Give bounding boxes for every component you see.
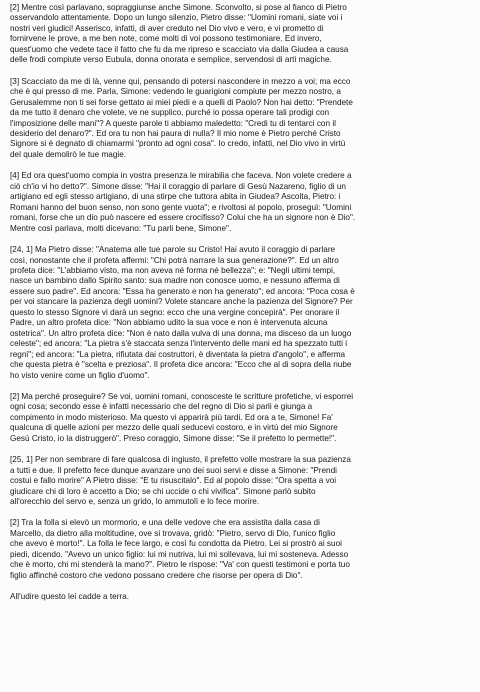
paragraph-gap [10, 581, 476, 592]
paragraph-24-1-prophecies: [24, 1] Ma Pietro disse: "Anatema alle tue parole su Cristo! Hai avuto il coraggio di parlare così, nonostante che il profeta affermi: "Chi potrà narrare la sua generazione?". Ed un altro profeta dice: "L'abbiamo visto, ma non aveva né forma né bellezza"; e: "Negli ultimi tempi, nasce un bambino dallo Spirito santo: sua madre non conosce uomo, e nessuno afferma di essere suo padre". Ed ancora: "Essa ha generato e non ha generato"; ed ancora: "Poca cosa è per voi stancare la pazienza degli uomini? Volete stancare anche la pazienza del Signore? Per questo lo stesso Signore vi darà un segno: ecco che una vergine concepirà". Per onorare il Padre, un altro profeta dice: "Non abbiamo udito la sua voce e non è intervenuta alcuna ostetrica". Un altro profeta dice: "Non è nato dalla vulva di una donna, ma disceso da un luogo celeste"; ed ancora: "La pietra s'è staccata senza l'intervento delle mani ed ha spezzato tutti i regni"; ed ancora: "La pietra, rifiutata dai costruttori, è diventata la pietra d'angolo", e afferma che questa pietra è "scelta e preziosa". Il profeta dice ancora: "Ecco che al di sopra della nube ho visto venire come un figlio d'uomo". [10, 245, 355, 380]
paragraph-2-simone-arrives: [2] Mentre così parlavano, sopraggiunse anche Simone. Sconvolto, si pose al fianco di Pietro osservandolo attentamente. Dopo un lungo silenzio, Pietro disse: "Uomini romani, siate voi i nostri veri giudici! Asserisco, infatti, di aver creduto nel Dio vivo e vero, e vi prometto di fornirvene le prove, a me ben note, come molti di voi possono testimoniare. Ed invero, quest'uomo che vedete tace il fatto che fu da me ripreso e scacciato via dalla Giudea a causa delle frodi compiute verso Eubula, donna onorata e semplice, servendosi di arti magiche. [10, 3, 349, 65]
paragraph-gap [10, 234, 476, 245]
paragraph-gap [10, 381, 476, 392]
paragraph-24-2-challenge: [2] Ma perché proseguire? Se voi, uomini romani, conosceste le scritture profetiche, vi esporrei ogni cosa; secondo esse è infatti necessario che del regno di Dio si parli e giunga a compimento in modo misterioso. Ma questo vi apparirà più tardi. Ed ora a te, Simone! Fa' qualcuna di quelle azioni per mezzo delle quali seducevi costoro, e in virtù del mio Signore Gesù Cristo, io la distruggerò". Preso coraggio, Simone disse: "Se il prefetto lo permette!". [10, 391, 354, 443]
paragraph-25-1-prefect: [25, 1] Per non sembrare di fare qualcosa di ingiusto, il prefetto volle mostrare la sua pazienza a tutti e due. Il prefetto fece dunque avanzare uno dei suoi servi e disse a Simone: "Prendi costui e fallo morire" A Pietro disse: "E tu risuscitalo". Ed al popolo disse: "Ora spetta a voi giudicare chi di loro è accetto a Dio; se chi uccide o chi vivifica". Simone parlò subito all'orecchio del servo e, senza un grido, lo ammutolì e lo fece morire. [10, 455, 351, 507]
paragraph-25-2-widow: [2] Tra la folla si elevò un mormorio, e una delle vedove che era assistita dalla casa di Marcello, da dietro alla moltitudine, ove si trovava, gridò: "Pietro, servo di Dio, l'unico figlio che avevo è morto!". La folla le fece largo, e così fu condotta da Pietro. Lei si prostrò ai suoi piedi, dicendo. "Avevo un unico figlio: lui mi nutriva, lui mi sollevava, lui mi sosteneva. Adesso che è morto, chi mi stenderà la mano?". Pietro le rispose: "Va' con questi testimoni e porta tuo figlio affinché costoro che vedono possano credere che risorse per opera di Dio". [10, 518, 350, 580]
paragraph-gap [10, 66, 476, 77]
paragraph-3-peter-accuses: [3] Scacciato da me di là, venne qui, pensando di potersi nascondere in mezzo a voi; ma ecco che è qui presso di me. Parla, Simone: vedendo le guarigioni compiute per mezzo nostro, a Gerusalemme non ti sei forse gettato ai miei piedi e a quelli di Paolo? Non hai detto: "Prendete da me tutto il denaro che volete, ve ne supplico, purché io possa operare tali prodigi con l'imposizione delle mani"? A queste parole ti abbiamo maledetto: "Credi tu di tentarci con il desiderio del denaro?". Ed ora tu non hai paura di nulla? Il mio nome è Pietro perché Cristo Signore si è degnato di chiamarmi "pronto ad ogni cosa". Io credo, infatti, nel Dio vivo in virtù del quale demolirò le tue magie. [10, 76, 353, 159]
paragraph-closing-line: All'udire questo lei cadde a terra. [10, 592, 129, 602]
paragraph-gap [10, 507, 476, 518]
paragraph-gap [10, 444, 476, 455]
paragraph-gap [10, 160, 476, 171]
paragraph-4-simone-replies: [4] Ed ora quest'uomo compia in vostra presenza le mirabilia che faceva. Non volete credere a ciò ch'io vi ho detto?". Simone disse: "Hai il coraggio di parlare di Gesù Nazareno, figlio di un artigiano ed egli stesso artigiano, di una stirpe che tuttora abita in Giudea? Ascolta, Pietro: i Romani hanno del buon senso, non sono gente vuota"; e rivoltosi al popolo, proseguì: "Uomini romani, forse che un dio può nascere ed essere crocifisso? Colui che ha un signore non è Dio". Mentre così parlava, molti dicevano: "Tu parli bene, Simone". [10, 171, 356, 233]
